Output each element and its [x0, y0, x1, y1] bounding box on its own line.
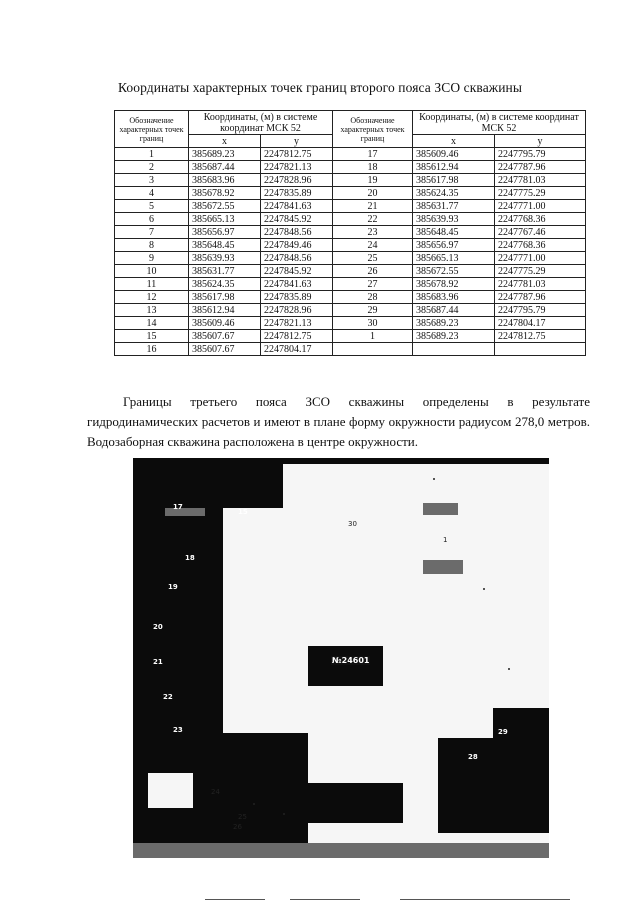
table-cell-x-left: 385607.67: [189, 330, 261, 343]
table-cell-y-right: 2247768.36: [495, 239, 586, 252]
table-cell-x-right: 385687.44: [413, 304, 495, 317]
map-point: [283, 813, 285, 815]
map-point: [433, 478, 435, 480]
table-row: [115, 265, 586, 278]
map-dark-region-right-lower: [493, 708, 549, 768]
table-cell-x-right: 385665.13: [413, 252, 495, 265]
table-cell-y-right: 2247795.79: [495, 148, 586, 161]
table-row: [115, 200, 586, 213]
table-cell-y-right: 2247787.96: [495, 291, 586, 304]
table-cell-point-left: 1: [115, 148, 189, 161]
table-row: [115, 174, 586, 187]
map-point-label: 24: [211, 788, 220, 796]
table-cell-x-right: [413, 343, 495, 356]
table-cell-y-right: 2247768.36: [495, 213, 586, 226]
table-cell-y-right: 2247767.46: [495, 226, 586, 239]
table-cell-x-right: 385617.98: [413, 174, 495, 187]
table-cell-point-right: 25: [333, 252, 413, 265]
footer-rule: [205, 899, 265, 900]
table-cell-x-left: 385624.35: [189, 278, 261, 291]
table-cell-y-left: 2247812.75: [261, 330, 333, 343]
table-cell-x-right: 385639.93: [413, 213, 495, 226]
table-row: [115, 187, 586, 200]
map-point-label: 22: [163, 693, 173, 701]
table-cell-point-right: 26: [333, 265, 413, 278]
table-cell-point-right: 18: [333, 161, 413, 174]
table-cell-x-right: 385648.45: [413, 226, 495, 239]
table-cell-y-left: 2247821.13: [261, 161, 333, 174]
table-cell-x-left: 385639.93: [189, 252, 261, 265]
table-cell-point-left: 2: [115, 161, 189, 174]
page-title: Координаты характерных точек границ второго пояса ЗСО скважины: [117, 80, 523, 95]
table-cell-point-right: 19: [333, 174, 413, 187]
map-point-label: 28: [468, 753, 478, 761]
body-paragraph: [87, 392, 590, 452]
table-cell-point-left: 7: [115, 226, 189, 239]
table-cell-x-right: 385609.46: [413, 148, 495, 161]
map-point-label: 20: [153, 623, 163, 631]
map-top-strip: [283, 458, 549, 464]
table-body: [115, 148, 586, 356]
table-cell-x-left: 385683.96: [189, 174, 261, 187]
table-row: [115, 317, 586, 330]
table-cell-y-right: [495, 343, 586, 356]
table-cell-x-left: 385665.13: [189, 213, 261, 226]
table-cell-x-right: 385683.96: [413, 291, 495, 304]
table-cell-x-left: 385631.77: [189, 265, 261, 278]
table-cell-y-right: 2247795.79: [495, 304, 586, 317]
table-cell-x-left: 385607.67: [189, 343, 261, 356]
table-cell-y-left: 2247821.13: [261, 317, 333, 330]
map-point-label: 25: [238, 813, 247, 821]
table-cell-y-right: 2247771.00: [495, 200, 586, 213]
table-cell-point-left: 15: [115, 330, 189, 343]
table-cell-y-left: 2247804.17: [261, 343, 333, 356]
table-cell-y-right: 2247775.29: [495, 265, 586, 278]
header-x-left: x: [189, 135, 261, 148]
table-cell-x-left: 385656.97: [189, 226, 261, 239]
header-designation-right: Обозначение характерных точек границ: [333, 111, 413, 148]
map-point-label: 30: [348, 520, 357, 528]
table-cell-point-left: 11: [115, 278, 189, 291]
table-row: [115, 330, 586, 343]
map-building-2: [423, 560, 463, 574]
map-point: [483, 588, 485, 590]
table-cell-x-left: 385609.46: [189, 317, 261, 330]
table-cell-point-left: 9: [115, 252, 189, 265]
table-cell-x-right: 385672.55: [413, 265, 495, 278]
header-x-right: x: [413, 135, 495, 148]
map-building-3: [165, 508, 205, 516]
map-point-label: 1: [443, 536, 448, 544]
table-cell-point-right: 20: [333, 187, 413, 200]
table-cell-y-left: 2247845.92: [261, 213, 333, 226]
map-point-label: 19: [168, 583, 178, 591]
table-cell-y-left: 2247828.96: [261, 304, 333, 317]
table-cell-y-right: 2247771.00: [495, 252, 586, 265]
table-cell-point-right: [333, 343, 413, 356]
table-cell-point-left: 16: [115, 343, 189, 356]
table-cell-point-right: 21: [333, 200, 413, 213]
table-cell-point-left: 8: [115, 239, 189, 252]
footer-rule: [400, 899, 570, 900]
table-row: [115, 148, 586, 161]
table-cell-point-left: 10: [115, 265, 189, 278]
table-cell-y-right: 2247804.17: [495, 317, 586, 330]
table-cell-x-right: 385689.23: [413, 317, 495, 330]
table-row: [115, 304, 586, 317]
table-cell-y-right: 2247781.03: [495, 278, 586, 291]
table-cell-y-left: 2247812.75: [261, 148, 333, 161]
map-dark-region-left: [133, 498, 223, 748]
table-cell-point-left: 4: [115, 187, 189, 200]
map-building-1: [423, 503, 458, 515]
map-dark-region-top-left: [133, 458, 283, 508]
map-point-label: 23: [173, 726, 183, 734]
header-coords-right: Координаты, (м) в системе координат МСК 52: [413, 111, 586, 135]
header-designation-left: Обозначение характерных точек границ: [115, 111, 189, 148]
table-cell-y-left: 2247841.63: [261, 278, 333, 291]
table-row: [115, 278, 586, 291]
map-bottom-strip: [133, 843, 549, 858]
table-cell-x-left: 385678.92: [189, 187, 261, 200]
table-cell-x-left: 385687.44: [189, 161, 261, 174]
table-cell-point-left: 6: [115, 213, 189, 226]
table-cell-x-left: 385648.45: [189, 239, 261, 252]
table-cell-point-left: 12: [115, 291, 189, 304]
table-cell-y-right: 2247775.29: [495, 187, 586, 200]
table-cell-point-left: 14: [115, 317, 189, 330]
map-dark-region-bottom-left2: [148, 773, 193, 808]
footer-rules: [0, 895, 640, 905]
map-point-label: 18: [185, 554, 195, 562]
table-row: [115, 226, 586, 239]
table-cell-x-right: 385678.92: [413, 278, 495, 291]
table-cell-point-right: 1: [333, 330, 413, 343]
table-row: [115, 252, 586, 265]
table-cell-x-left: 385617.98: [189, 291, 261, 304]
table-row: [115, 291, 586, 304]
header-y-right: y: [495, 135, 586, 148]
table-cell-x-left: 385689.23: [189, 148, 261, 161]
table-cell-point-right: 23: [333, 226, 413, 239]
map-point-label: 15: [238, 508, 248, 516]
footer-rule: [290, 899, 360, 900]
map-dark-region-bottom-center: [308, 783, 403, 823]
table-cell-y-left: 2247828.96: [261, 174, 333, 187]
table-cell-x-right: 385631.77: [413, 200, 495, 213]
header-y-left: y: [261, 135, 333, 148]
table-cell-point-right: 27: [333, 278, 413, 291]
table-cell-y-left: 2247835.89: [261, 291, 333, 304]
table-cell-point-right: 22: [333, 213, 413, 226]
map-point: [253, 803, 255, 805]
header-coords-left: Координаты, (м) в системе координат МСК 52: [189, 111, 333, 135]
table-cell-y-right: 2247787.96: [495, 161, 586, 174]
table-cell-y-right: 2247812.75: [495, 330, 586, 343]
table-row: [115, 239, 586, 252]
table-cell-y-right: 2247781.03: [495, 174, 586, 187]
table-cell-point-right: 24: [333, 239, 413, 252]
table-cell-point-left: 3: [115, 174, 189, 187]
table-cell-x-right: 385624.35: [413, 187, 495, 200]
table-cell-y-left: 2247835.89: [261, 187, 333, 200]
map-point: [508, 668, 510, 670]
map-well-area: [308, 646, 383, 686]
table-cell-point-right: 29: [333, 304, 413, 317]
map-point-label: 29: [498, 728, 508, 736]
table-row: [115, 213, 586, 226]
table-cell-point-left: 13: [115, 304, 189, 317]
table-row: [115, 161, 586, 174]
table-cell-x-left: 385672.55: [189, 200, 261, 213]
map-point-label: 21: [153, 658, 163, 666]
table-row: [115, 343, 586, 356]
table-cell-point-right: 28: [333, 291, 413, 304]
table-cell-y-left: 2247845.92: [261, 265, 333, 278]
map-point-label: 17: [173, 503, 183, 511]
table-cell-x-right: 385656.97: [413, 239, 495, 252]
table-cell-point-right: 17: [333, 148, 413, 161]
table-cell-y-left: 2247848.56: [261, 252, 333, 265]
table-cell-x-right: 385689.23: [413, 330, 495, 343]
site-map-image: [133, 458, 549, 858]
well-label: №24601: [332, 656, 370, 665]
paragraph-text: Границы третьего пояса ЗСО скважины определены в результате гидродинамических расчетов и имеют в плане форму окружности радиусом 278,0 метров. Водозаборная скважина расположена в центре окружности.: [87, 394, 590, 449]
table-cell-y-left: 2247849.46: [261, 239, 333, 252]
table-cell-point-left: 5: [115, 200, 189, 213]
table-cell-x-right: 385612.94: [413, 161, 495, 174]
table-cell-y-left: 2247848.56: [261, 226, 333, 239]
table-cell-x-left: 385612.94: [189, 304, 261, 317]
map-point-label: 26: [233, 823, 242, 831]
coordinates-table: [114, 110, 586, 356]
table-cell-point-right: 30: [333, 317, 413, 330]
table-cell-y-left: 2247841.63: [261, 200, 333, 213]
